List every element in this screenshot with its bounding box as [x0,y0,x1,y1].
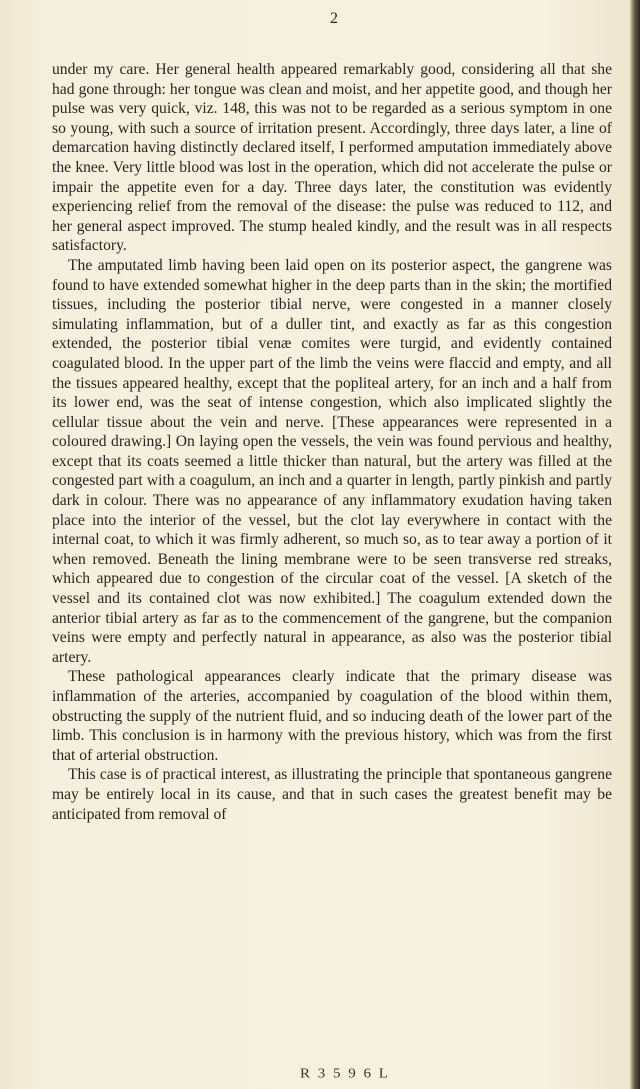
body-text [52,60,612,824]
paragraph-3: These pathological appearances clearly indicate that the primary disease was inflammation of the arteries, accompanied by coagulation of the blood within them, obstructing the supply of the nutrient fluid, and so inducing death of the lower part of the limb. This conclusion is in harmony with the previous history, which was from the first that of arterial obstruction. [52,668,612,764]
signature-mark: R 3 5 9 6 L [300,1066,390,1082]
paragraph-4: This case is of practical interest, as illustrating the principle that spontaneous gangrene may be entirely local in its cause, and that in such cases the greatest benefit may be anticipated from removal of [52,766,612,823]
page-number: 2 [330,10,339,27]
paragraph-2: The amputated limb having been laid open on its posterior aspect, the gangrene was found to have extended somewhat higher in the deep parts than in the skin; the mortified tissues, including the posterior tibial nerve, were congested in a manner closely simulating inflammation, but of a duller tint, and exactly as far as this congestion extended, the posterior tibial venæ comites were turgid, and evidently contained coagulated blood. In the upper part of the limb the veins were flaccid and empty, and all the tissues appeared healthy, except that the popliteal artery, for an inch and a half from its lower end, was the seat of intense congestion, which also implicated slightly the cellular tissue about the vein and nerve. [These appearances were represented in a coloured drawing.] On laying open the vessels, the vein was found pervious and healthy, except that its coats seemed a little thicker than natural, but the artery was filled at the congested part with a coagulum, an inch and a quarter in length, partly pinkish and partly dark in colour. There was no appearance of any inflammatory exudation having taken place into the interior of the vessel, but the clot lay everywhere in contact with the internal coat, to which it was firmly adherent, so much so, as to tear away a portion of it when removed. Beneath the lining membrane were to be seen transverse red streaks, which appeared due to congestion of the circular coat of the vessel. [A sketch of the vessel and its contained clot was now exhibited.] The coagulum extended down the anterior tibial artery as far as to the commencement of the gangrene, but the companion veins were empty and perfectly natural in appearance, as also was the posterior tibial artery. [52,256,612,666]
page-edge-shadow [630,0,640,1089]
paragraph-1: under my care. Her general health appeared remarkably good, considering all that she had gone through: her tongue was clean and moist, and her appetite good, and though her pulse was very quick, viz. 148, this was not to be regarded as a serious symptom in one so young, with such a source of irritation present. Accordingly, three days later, a line of demarcation having distinctly declared itself, I performed amputation immediately above the knee. Very little blood was lost in the operation, which did not accelerate the pulse or impair the appetite even for a day. Three days later, the constitution was evidently experiencing relief from the removal of the disease: the pulse was reduced to 112, and her general aspect improved. The stump healed kindly, and the result was in all respects satisfactory. [52,61,612,255]
